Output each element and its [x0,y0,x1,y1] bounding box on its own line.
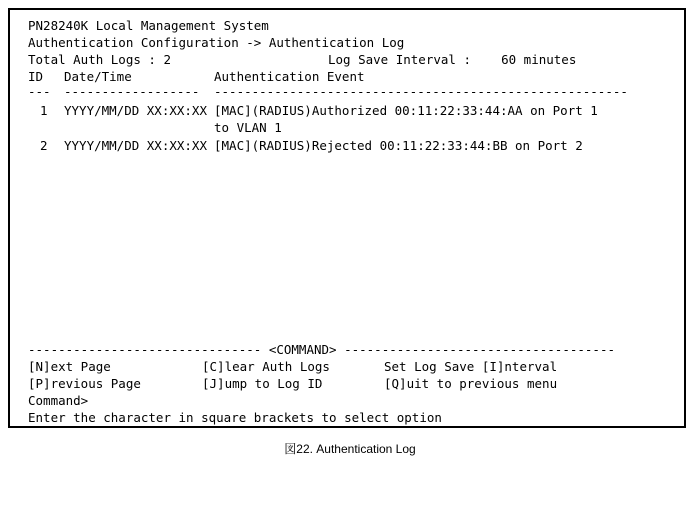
row-datetime: YYYY/MM/DD XX:XX:XX [64,138,207,153]
header-rule-datetime: ------------------ [64,84,200,99]
jump-to-log-option[interactable]: [J]ump to Log ID [202,376,323,391]
terminal-window [8,8,686,428]
total-auth-logs: Total Auth Logs : 2 [28,52,171,67]
row-datetime: YYYY/MM/DD XX:XX:XX [64,103,207,118]
column-header-event: Authentication Event [214,69,365,84]
row-id: 2 [40,138,48,153]
row-id: 1 [40,103,48,118]
header-rule-id: --- [28,84,51,99]
column-header-datetime: Date/Time [64,69,132,84]
row-event-continued: to VLAN 1 [214,120,282,135]
set-log-save-interval-option[interactable]: Set Log Save [I]nterval [384,359,558,374]
command-divider: ------------------------------- <COMMAND> ------------------------------------ [28,342,615,357]
quit-option[interactable]: [Q]uit to previous menu [384,376,558,391]
header-rule-event: ------------------------------------------------------- [214,84,628,99]
row-event: [MAC](RADIUS)Authorized 00:11:22:33:44:AA on Port 1 [214,103,598,118]
row-event: [MAC](RADIUS)Rejected 00:11:22:33:44:BB on Port 2 [214,138,583,153]
log-save-interval: Log Save Interval : 60 minutes [328,52,577,67]
breadcrumb: Authentication Configuration -> Authentication Log [28,35,405,50]
system-title: PN28240K Local Management System [28,18,269,33]
clear-auth-logs-option[interactable]: [C]lear Auth Logs [202,359,330,374]
command-prompt[interactable]: Command> [28,393,89,408]
hint-text: Enter the character in square brackets to select option [28,410,442,425]
next-page-option[interactable]: [N]ext Page [28,359,111,374]
previous-page-option[interactable]: [P]revious Page [28,376,141,391]
figure-caption: 図22. Authentication Log [284,442,416,456]
column-header-id: ID [28,69,44,84]
